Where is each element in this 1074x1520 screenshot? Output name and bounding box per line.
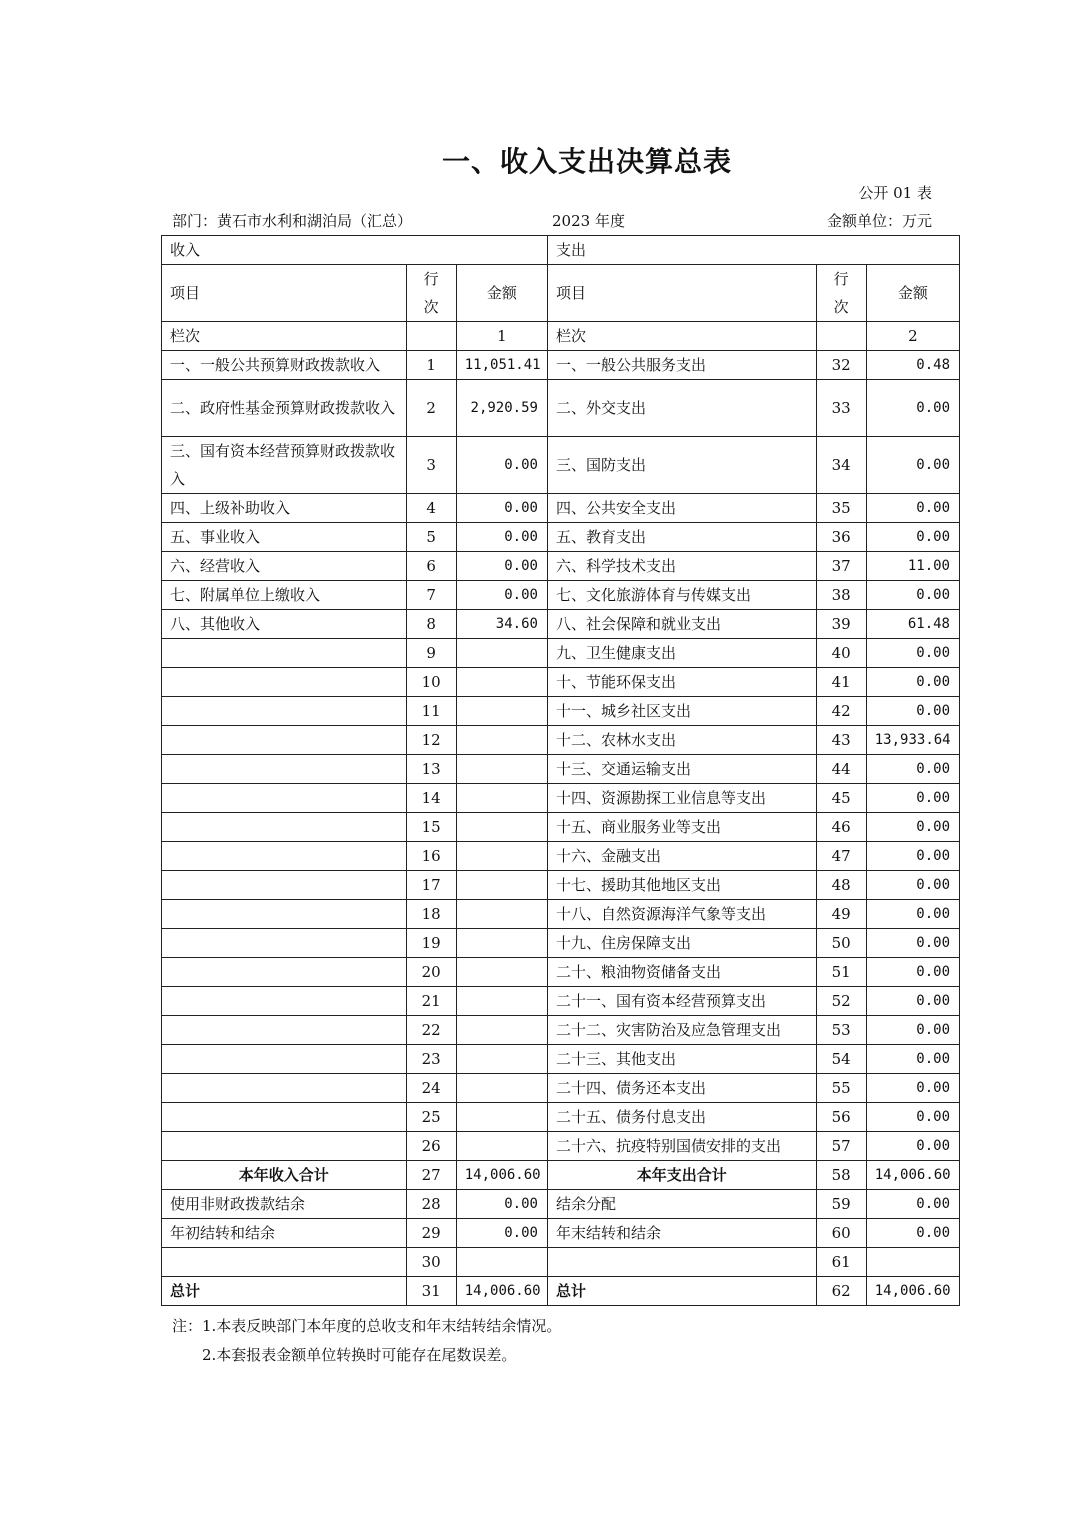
table-cell-rowno: 13 <box>406 755 456 784</box>
table-cell-rowno: 24 <box>406 1074 456 1103</box>
table-cell-expense-item: 二十六、抗疫特别国债安排的支出 <box>547 1132 816 1161</box>
table-cell-rowno: 59 <box>816 1190 866 1219</box>
table-cell-rowno: 51 <box>816 958 866 987</box>
table-cell-income-amount <box>456 1103 547 1132</box>
table-cell-expense-item: 九、卫生健康支出 <box>547 639 816 668</box>
year-expense-total-amount: 14,006.60 <box>866 1161 959 1190</box>
table-cell-rowno: 5 <box>406 523 456 552</box>
table-cell-income-item: 使用非财政拨款结余 <box>162 1190 407 1219</box>
table-cell-expense-amount: 11.00 <box>866 552 959 581</box>
section-header-row <box>162 236 960 265</box>
expense-amount-header: 金额 <box>866 265 959 322</box>
table-cell-expense-amount: 0.00 <box>866 581 959 610</box>
table-cell-income-item <box>162 987 407 1016</box>
rowno-header-top: 行 <box>833 270 849 288</box>
table-row <box>162 842 960 871</box>
rowno-header-top: 行 <box>423 270 439 288</box>
table-cell-expense-amount: 0.00 <box>866 1219 959 1248</box>
table-cell-expense-item: 结余分配 <box>547 1190 816 1219</box>
table-cell-rowno: 29 <box>406 1219 456 1248</box>
table-cell-expense-amount: 0.00 <box>866 668 959 697</box>
table-cell-rowno: 14 <box>406 784 456 813</box>
table-cell-income-amount: 0.00 <box>456 494 547 523</box>
table-cell-income-item <box>162 813 407 842</box>
table-row <box>162 755 960 784</box>
table-cell-rowno: 61 <box>816 1248 866 1277</box>
table-cell-income-amount <box>456 813 547 842</box>
rowno-header-bottom: 次 <box>833 298 849 316</box>
grand-total-expense-label: 总计 <box>547 1277 816 1306</box>
table-cell-rowno: 32 <box>816 351 866 380</box>
table-cell-rowno: 56 <box>816 1103 866 1132</box>
table-cell-rowno: 8 <box>406 610 456 639</box>
table-cell-expense-amount: 0.00 <box>866 697 959 726</box>
grand-total-income-label: 总计 <box>162 1277 407 1306</box>
table-cell-rowno: 16 <box>406 842 456 871</box>
column-index-row <box>162 322 960 351</box>
table-cell-expense-amount: 0.00 <box>866 1045 959 1074</box>
table-cell-rowno: 23 <box>406 1045 456 1074</box>
income-amount-header: 金额 <box>456 265 547 322</box>
table-cell-rowno: 54 <box>816 1045 866 1074</box>
table-row <box>162 581 960 610</box>
table-cell-rowno: 3 <box>406 437 456 494</box>
year-total-row <box>162 1161 960 1190</box>
table-cell-expense-item: 五、教育支出 <box>547 523 816 552</box>
expense-column-label: 栏次 <box>547 322 816 351</box>
table-row <box>162 380 960 437</box>
table-cell-rowno: 15 <box>406 813 456 842</box>
table-cell-rowno: 60 <box>816 1219 866 1248</box>
table-cell-expense-item: 二十、粮油物资储备支出 <box>547 958 816 987</box>
table-cell-income-item <box>162 668 407 697</box>
table-cell-rowno: 50 <box>816 929 866 958</box>
table-cell-rowno: 45 <box>816 784 866 813</box>
table-cell-expense-item: 十二、农林水支出 <box>547 726 816 755</box>
table-cell-expense-amount: 0.00 <box>866 437 959 494</box>
table-cell-expense-amount: 0.00 <box>866 900 959 929</box>
table-cell-income-item: 六、经营收入 <box>162 552 407 581</box>
table-cell-income-amount: 0.00 <box>456 1190 547 1219</box>
table-cell-rowno: 22 <box>406 1016 456 1045</box>
table-row <box>162 697 960 726</box>
table-cell-expense-amount: 0.00 <box>866 813 959 842</box>
table-cell-rowno: 31 <box>406 1277 456 1306</box>
table-cell-rowno: 19 <box>406 929 456 958</box>
table-cell-income-amount <box>456 697 547 726</box>
table-cell-expense-amount: 0.00 <box>866 494 959 523</box>
table-cell-income-item: 三、国有资本经营预算财政拨款收入 <box>162 437 407 494</box>
table-row <box>162 784 960 813</box>
table-row <box>162 639 960 668</box>
table-cell-income-item: 五、事业收入 <box>162 523 407 552</box>
expense-rowno-header <box>816 265 866 322</box>
table-cell-income-amount <box>456 871 547 900</box>
table-cell-rowno: 55 <box>816 1074 866 1103</box>
table-cell-expense-item: 十八、自然资源海洋气象等支出 <box>547 900 816 929</box>
table-cell-rowno: 38 <box>816 581 866 610</box>
income-column-label: 栏次 <box>162 322 407 351</box>
grand-total-expense-amount: 14,006.60 <box>866 1277 959 1306</box>
table-cell-rowno: 44 <box>816 755 866 784</box>
table-row <box>162 958 960 987</box>
table-cell-expense-item: 三、国防支出 <box>547 437 816 494</box>
table-cell-rowno: 42 <box>816 697 866 726</box>
table-cell-expense-item: 四、公共安全支出 <box>547 494 816 523</box>
table-cell-income-item: 八、其他收入 <box>162 610 407 639</box>
table-cell-income-item <box>162 726 407 755</box>
table-cell-rowno: 20 <box>406 958 456 987</box>
table-row <box>162 871 960 900</box>
table-cell-expense-item: 二十二、灾害防治及应急管理支出 <box>547 1016 816 1045</box>
table-cell-expense-item: 十七、援助其他地区支出 <box>547 871 816 900</box>
table-cell-rowno: 1 <box>406 351 456 380</box>
year-income-total-label: 本年收入合计 <box>162 1161 407 1190</box>
table-row <box>162 523 960 552</box>
table-cell-income-amount <box>456 1132 547 1161</box>
table-cell-rowno: 4 <box>406 494 456 523</box>
form-code: 公开 01 表 <box>858 184 932 202</box>
table-cell-rowno: 12 <box>406 726 456 755</box>
table-row <box>162 494 960 523</box>
income-rowno-header <box>406 265 456 322</box>
table-cell-income-item <box>162 755 407 784</box>
expense-section-header: 支出 <box>547 236 959 265</box>
table-cell-income-amount: 11,051.41 <box>456 351 547 380</box>
table-cell-income-item: 年初结转和结余 <box>162 1219 407 1248</box>
table-cell-rowno: 26 <box>406 1132 456 1161</box>
table-cell-expense-item: 一、一般公共服务支出 <box>547 351 816 380</box>
year-income-total-amount: 14,006.60 <box>456 1161 547 1190</box>
table-row <box>162 929 960 958</box>
table-cell-expense-amount: 0.00 <box>866 958 959 987</box>
table-cell-income-amount: 0.00 <box>456 523 547 552</box>
table-cell-rowno: 10 <box>406 668 456 697</box>
table-cell-income-amount: 0.00 <box>456 1219 547 1248</box>
table-cell-income-amount <box>456 842 547 871</box>
table-cell-income-item: 二、政府性基金预算财政拨款收入 <box>162 380 407 437</box>
income-column-index: 1 <box>456 322 547 351</box>
table-notes <box>172 1312 561 1370</box>
table-row <box>162 668 960 697</box>
table-cell-rowno: 52 <box>816 987 866 1016</box>
table-cell-expense-amount: 0.00 <box>866 1103 959 1132</box>
table-cell-income-item: 一、一般公共预算财政拨款收入 <box>162 351 407 380</box>
table-cell-expense-item: 十九、住房保障支出 <box>547 929 816 958</box>
table-row <box>162 1103 960 1132</box>
table-cell-expense-item: 八、社会保障和就业支出 <box>547 610 816 639</box>
table-cell-expense-amount: 0.00 <box>866 639 959 668</box>
table-cell-rowno: 35 <box>816 494 866 523</box>
table-row <box>162 610 960 639</box>
grand-total-income-amount: 14,006.60 <box>456 1277 547 1306</box>
table-cell-rowno: 62 <box>816 1277 866 1306</box>
table-cell-rowno: 9 <box>406 639 456 668</box>
table-row <box>162 1219 960 1248</box>
table-cell-expense-amount: 0.00 <box>866 987 959 1016</box>
table-cell-income-item <box>162 1045 407 1074</box>
table-cell-rowno: 17 <box>406 871 456 900</box>
table-cell-income-item <box>162 871 407 900</box>
expense-column-index: 2 <box>866 322 959 351</box>
table-cell-rowno: 18 <box>406 900 456 929</box>
table-cell-rowno: 27 <box>406 1161 456 1190</box>
table-cell-income-amount: 0.00 <box>456 437 547 494</box>
table-cell-income-amount <box>456 929 547 958</box>
table-cell-income-item <box>162 1016 407 1045</box>
table-row <box>162 552 960 581</box>
table-cell-income-item <box>162 958 407 987</box>
table-cell-expense-amount: 61.48 <box>866 610 959 639</box>
table-row <box>162 987 960 1016</box>
table-row <box>162 1074 960 1103</box>
table-cell-income-item <box>162 929 407 958</box>
table-cell-expense-item: 十一、城乡社区支出 <box>547 697 816 726</box>
rowno-header-bottom: 次 <box>423 298 439 316</box>
table-cell-expense-amount: 13,933.64 <box>866 726 959 755</box>
report-meta <box>172 210 932 232</box>
column-header-row <box>162 265 960 322</box>
table-cell-expense-amount: 0.00 <box>866 755 959 784</box>
table-cell-rowno: 36 <box>816 523 866 552</box>
table-cell-income-item <box>162 1132 407 1161</box>
table-cell-rowno: 30 <box>406 1248 456 1277</box>
table-row <box>162 437 960 494</box>
table-cell-expense-amount: 0.00 <box>866 842 959 871</box>
table-cell-rowno: 25 <box>406 1103 456 1132</box>
table-cell-expense-amount: 0.00 <box>866 1074 959 1103</box>
year-label: 2023 年度 <box>552 212 625 230</box>
table-cell-income-amount <box>456 639 547 668</box>
table-cell-rowno: 2 <box>406 380 456 437</box>
table-cell-expense-item: 年末结转和结余 <box>547 1219 816 1248</box>
table-cell-income-amount <box>456 1248 547 1277</box>
table-cell-rowno: 37 <box>816 552 866 581</box>
table-cell-rowno: 7 <box>406 581 456 610</box>
table-row <box>162 1190 960 1219</box>
table-cell-expense-item: 十四、资源勘探工业信息等支出 <box>547 784 816 813</box>
table-row <box>162 1016 960 1045</box>
income-item-header: 项目 <box>162 265 407 322</box>
table-cell-income-item <box>162 900 407 929</box>
income-expense-table <box>161 235 960 1306</box>
table-cell-income-amount: 0.00 <box>456 552 547 581</box>
table-cell-expense-item: 七、文化旅游体育与传媒支出 <box>547 581 816 610</box>
department-label: 部门：黄石市水利和湖泊局（汇总） <box>172 212 413 230</box>
table-cell-expense-item: 二十三、其他支出 <box>547 1045 816 1074</box>
table-cell-expense-amount <box>866 1248 959 1277</box>
note-1: 注：1.本表反映部门本年度的总收支和年末结转结余情况。 <box>172 1317 562 1335</box>
table-cell-rowno: 57 <box>816 1132 866 1161</box>
table-cell-income-amount <box>456 755 547 784</box>
table-cell-income-item: 四、上级补助收入 <box>162 494 407 523</box>
table-cell-income-item <box>162 697 407 726</box>
table-cell-rowno: 11 <box>406 697 456 726</box>
table-cell-income-amount: 34.60 <box>456 610 547 639</box>
table-cell-expense-item: 二十五、债务付息支出 <box>547 1103 816 1132</box>
table-cell-income-item <box>162 639 407 668</box>
table-cell-expense-amount: 0.00 <box>866 871 959 900</box>
table-cell-rowno: 53 <box>816 1016 866 1045</box>
table-cell-rowno: 43 <box>816 726 866 755</box>
table-cell-rowno: 34 <box>816 437 866 494</box>
table-cell-income-amount <box>456 958 547 987</box>
table-cell-income-amount <box>456 1016 547 1045</box>
table-cell-income-amount: 2,920.59 <box>456 380 547 437</box>
table-cell-expense-amount: 0.00 <box>866 1016 959 1045</box>
expense-item-header: 项目 <box>547 265 816 322</box>
table-cell-income-amount: 0.00 <box>456 581 547 610</box>
table-cell-income-amount <box>456 1045 547 1074</box>
table-row <box>162 351 960 380</box>
table-cell-expense-item <box>547 1248 816 1277</box>
table-cell-rowno: 33 <box>816 380 866 437</box>
table-row <box>162 900 960 929</box>
table-cell-income-item <box>162 784 407 813</box>
table-row <box>162 1248 960 1277</box>
table-cell-expense-amount: 0.00 <box>866 784 959 813</box>
table-cell-expense-item: 二十四、债务还本支出 <box>547 1074 816 1103</box>
table-row <box>162 726 960 755</box>
table-cell-income-amount <box>456 726 547 755</box>
table-cell-rowno: 49 <box>816 900 866 929</box>
table-cell-income-amount <box>456 1074 547 1103</box>
table-cell-rowno: 28 <box>406 1190 456 1219</box>
table-cell-income-amount <box>456 900 547 929</box>
table-cell-rowno: 58 <box>816 1161 866 1190</box>
table-row <box>162 1045 960 1074</box>
table-cell-expense-amount: 0.00 <box>866 1132 959 1161</box>
table-cell-expense-item: 六、科学技术支出 <box>547 552 816 581</box>
table-cell-income-item <box>162 842 407 871</box>
table-cell-income-amount <box>456 784 547 813</box>
note-2: 2.本套报表金额单位转换时可能存在尾数误差。 <box>202 1346 517 1364</box>
table-cell-rowno: 40 <box>816 639 866 668</box>
table-cell-income-amount <box>456 668 547 697</box>
table-row <box>162 1132 960 1161</box>
table-row <box>162 813 960 842</box>
table-cell-income-item: 七、附属单位上缴收入 <box>162 581 407 610</box>
table-cell-rowno: 47 <box>816 842 866 871</box>
table-cell-income-amount <box>456 987 547 1016</box>
table-cell-expense-amount: 0.00 <box>866 1190 959 1219</box>
table-cell-rowno: 46 <box>816 813 866 842</box>
table-cell-expense-item: 十五、商业服务业等支出 <box>547 813 816 842</box>
table-cell-income-item <box>162 1248 407 1277</box>
expense-rowno-blank <box>816 322 866 351</box>
page-title: 一、收入支出决算总表 <box>441 145 732 178</box>
income-section-header: 收入 <box>162 236 548 265</box>
table-cell-expense-item: 十、节能环保支出 <box>547 668 816 697</box>
table-cell-expense-item: 二十一、国有资本经营预算支出 <box>547 987 816 1016</box>
table-cell-rowno: 21 <box>406 987 456 1016</box>
table-cell-expense-amount: 0.00 <box>866 523 959 552</box>
income-rowno-blank <box>406 322 456 351</box>
table-cell-expense-amount: 0.00 <box>866 929 959 958</box>
table-cell-income-item <box>162 1074 407 1103</box>
table-cell-expense-item: 十三、交通运输支出 <box>547 755 816 784</box>
table-cell-rowno: 48 <box>816 871 866 900</box>
table-cell-rowno: 41 <box>816 668 866 697</box>
table-cell-expense-amount: 0.48 <box>866 351 959 380</box>
table-cell-expense-item: 二、外交支出 <box>547 380 816 437</box>
table-cell-expense-amount: 0.00 <box>866 380 959 437</box>
table-cell-rowno: 39 <box>816 610 866 639</box>
unit-label: 金额单位：万元 <box>826 212 932 230</box>
table-cell-rowno: 6 <box>406 552 456 581</box>
table-cell-expense-item: 十六、金融支出 <box>547 842 816 871</box>
year-expense-total-label: 本年支出合计 <box>547 1161 816 1190</box>
table-cell-income-item <box>162 1103 407 1132</box>
grand-total-row <box>162 1277 960 1306</box>
